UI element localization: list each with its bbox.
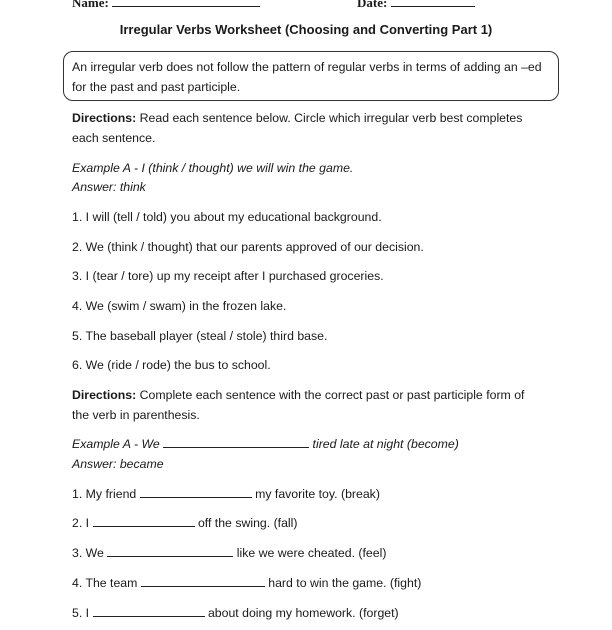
answer-2: Answer: became <box>72 457 164 471</box>
name-label: Name: <box>72 0 109 10</box>
answer-1: Answer: think <box>72 180 146 194</box>
date-label: Date: <box>357 0 388 10</box>
choice-item-4: 4. We (swim / swam) in the frozen lake. <box>72 299 287 313</box>
worksheet-title: Irregular Verbs Worksheet (Choosing and Converting Part 1) <box>119 22 493 37</box>
fill-item-1-blank <box>140 485 252 498</box>
fill-item-1-after: my favorite toy. (break) <box>255 487 380 501</box>
fill-item-5-after: about doing my homework. (forget) <box>207 606 399 620</box>
example-2-before: Example A - We <box>72 437 160 451</box>
fill-item-2-blank <box>93 514 195 527</box>
directions-1-text: Read each sentence below. Circle which irregular verb best completes each sentence. <box>72 111 523 145</box>
directions-2-text: Complete each sentence with the correct past or past participle form of the verb in parenthesis. <box>72 388 525 422</box>
example-2-blank <box>163 435 309 448</box>
example-2 <box>72 434 542 454</box>
fill-item-4-before: 4. The team <box>72 576 138 590</box>
definition-box: An irregular verb does not follow the pattern of regular verbs in terms of adding an –ed for the past and past participle. <box>63 51 559 101</box>
fill-item-4-after: hard to win the game. (fight) <box>268 576 422 590</box>
fill-item-3-after: like we were cheated. (feel) <box>236 546 387 560</box>
fill-item-1-before: 1. My friend <box>72 487 137 501</box>
fill-item-5-before: 5. I <box>72 606 90 620</box>
fill-item-5 <box>72 603 542 623</box>
name-field <box>72 0 260 11</box>
directions-2 <box>72 385 542 425</box>
example-2-after: tired late at night (become) <box>312 437 459 451</box>
fill-item-3-blank <box>107 544 233 557</box>
fill-item-4-blank <box>141 574 265 587</box>
fill-item-2-before: 2. I <box>72 516 90 530</box>
directions-2-label: Directions: <box>72 388 137 402</box>
name-blank <box>112 0 260 7</box>
choice-item-3: 3. I (tear / tore) up my receipt after I purchased groceries. <box>72 269 384 283</box>
fill-item-5-blank <box>93 604 205 617</box>
fill-item-3 <box>72 543 542 563</box>
choice-item-2: 2. We (think / thought) that our parents approved of our decision. <box>72 240 424 254</box>
fill-item-1 <box>72 484 542 504</box>
date-field <box>357 0 475 11</box>
fill-item-3-before: 3. We <box>72 546 104 560</box>
choice-item-5: 5. The baseball player (steal / stole) third base. <box>72 329 328 343</box>
choice-item-6: 6. We (ride / rode) the bus to school. <box>72 358 271 372</box>
choice-item-1: 1. I will (tell / told) you about my educational background. <box>72 210 382 224</box>
date-blank <box>391 0 475 7</box>
directions-1-label: Directions: <box>72 111 137 125</box>
example-1: Example A - I (think / thought) we will win the game. <box>72 161 354 175</box>
fill-item-2 <box>72 513 542 533</box>
fill-item-4 <box>72 573 542 593</box>
fill-item-2-after: off the swing. (fall) <box>197 516 298 530</box>
directions-1 <box>72 108 542 148</box>
